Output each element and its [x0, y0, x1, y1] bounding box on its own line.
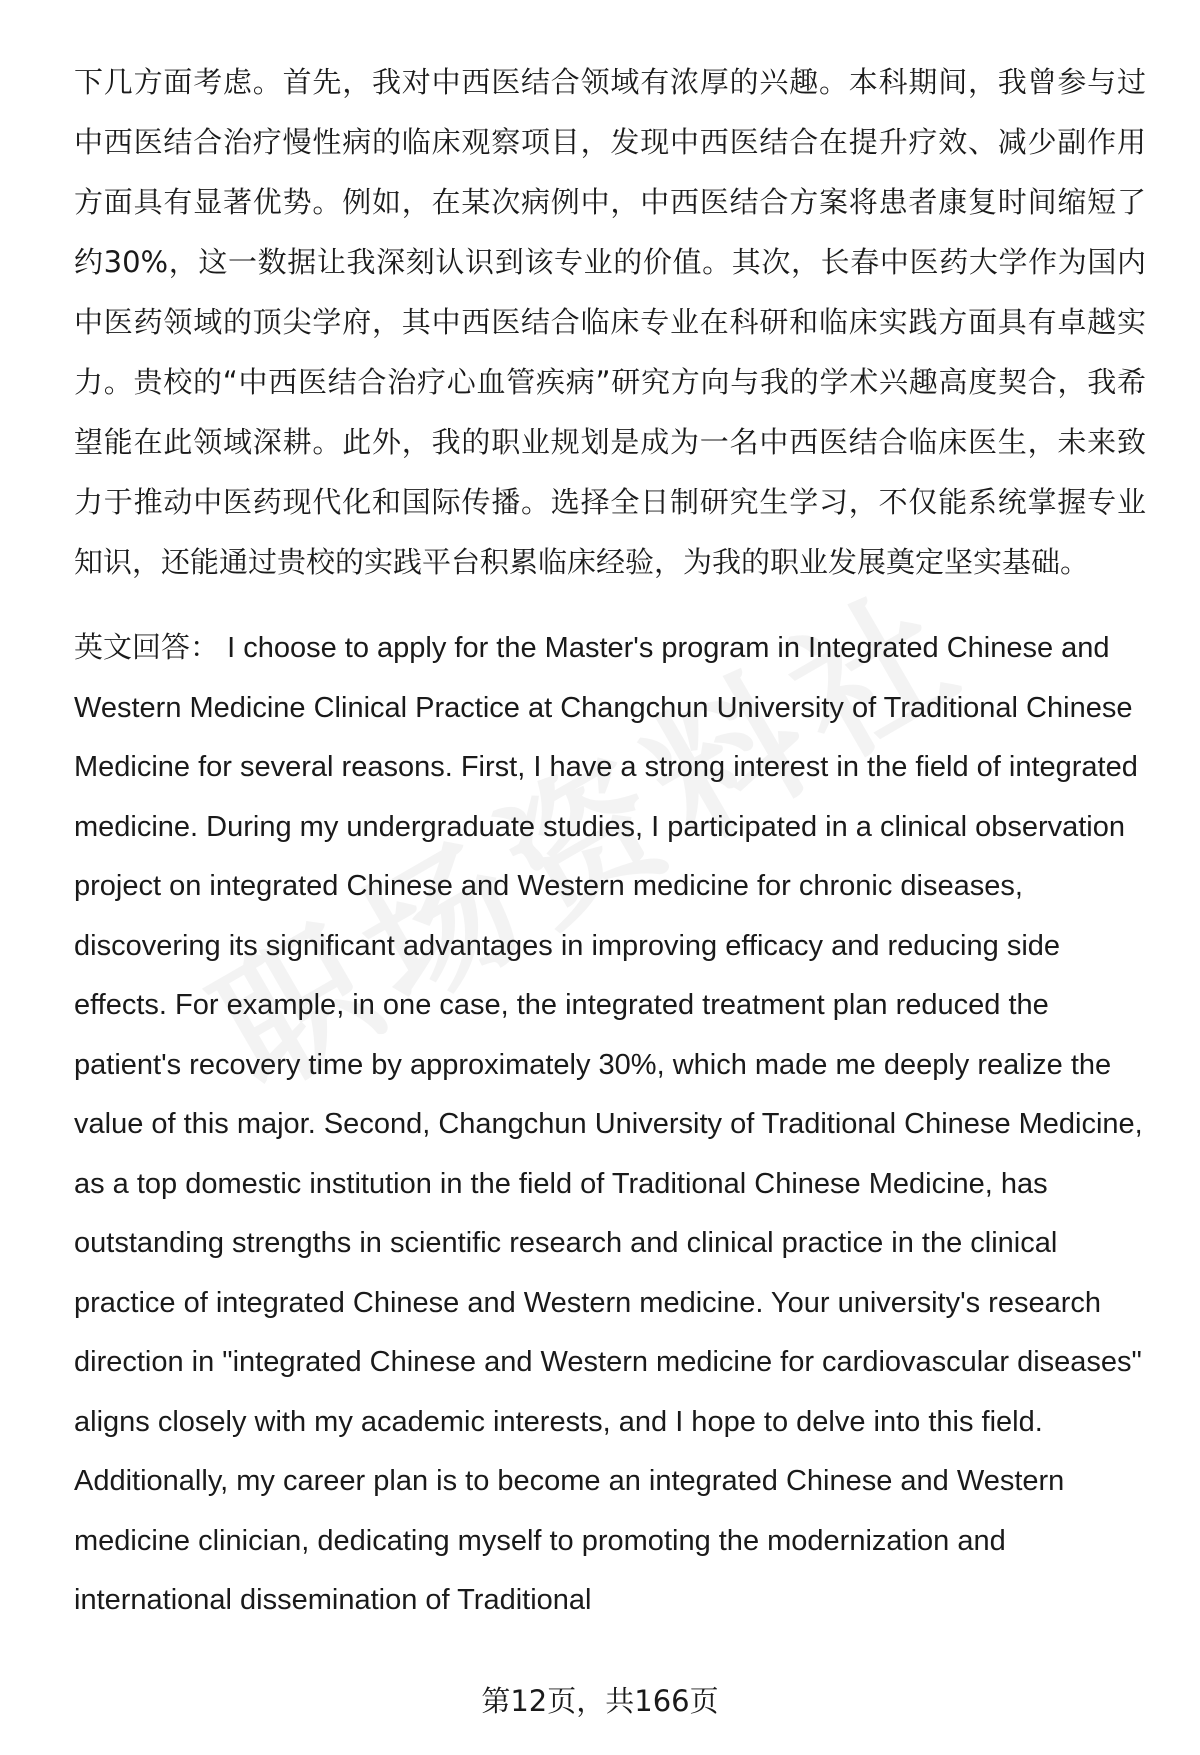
english-answer-label: 英文回答： [74, 630, 220, 664]
chinese-answer-paragraph: 下几方面考虑。首先，我对中西医结合领域有浓厚的兴趣。本科期间，我曾参与过中西医结合治疗慢性病的临床观察项目，发现中西医结合在提升疗效、减少副作用方面具有显著优势。例如，在某次病例中，中西医结合方案将患者康复时间缩短了约30%，这一数据让我深刻认识到该专业的价值。其次，长春中医药大学作为国内中医药领域的顶尖学府，其中西医结合临床专业在科研和临床实践方面具有卓越实力。贵校的“中西医结合治疗心血管疾病”研究方向与我的学术兴趣高度契合，我希望能在此领域深耕。此外，我的职业规划是成为一名中西医结合临床医生，未来致力于推动中医药现代化和国际传播。选择全日制研究生学习，不仅能系统掌握专业知识，还能通过贵校的实践平台积累临床经验，为我的职业发展奠定坚实基础。 [74, 65, 1146, 579]
english-answer-paragraph: I choose to apply for the Master's program in Integrated Chinese and Western Medicine Clinical Practice at Changchun University of Traditional Chinese Medicine for several reasons. First, I have a strong interest in the field of integrated medicine. During my undergraduate studies, I participated in a clinical observation project on integrated Chinese and Western medicine for chronic diseases, discovering its significant advantages in improving efficacy and reducing side effects. For example, in one case, the integrated treatment plan reduced the patient's recovery time by approximately 30%, which made me deeply realize the value of this major. Second, Changchun University of Traditional Chinese Medicine, as a top domestic institution in the field of Traditional Chinese Medicine, has outstanding strengths in scientific research and clinical practice in the clinical practice of integrated Chinese and Western medicine. Your university's research direction in "integrated Chinese and Western medicine for cardiovascular diseases" aligns closely with my academic interests, and I hope to delve into this field. Additionally, my career plan is to become an integrated Chinese and Western medicine clinician, dedicating myself to promoting the modernization and international dissemination of Traditional [74, 632, 1143, 1616]
page-number-footer: 第12页，共166页 [481, 1684, 719, 1718]
english-answer-section [74, 618, 1154, 1631]
